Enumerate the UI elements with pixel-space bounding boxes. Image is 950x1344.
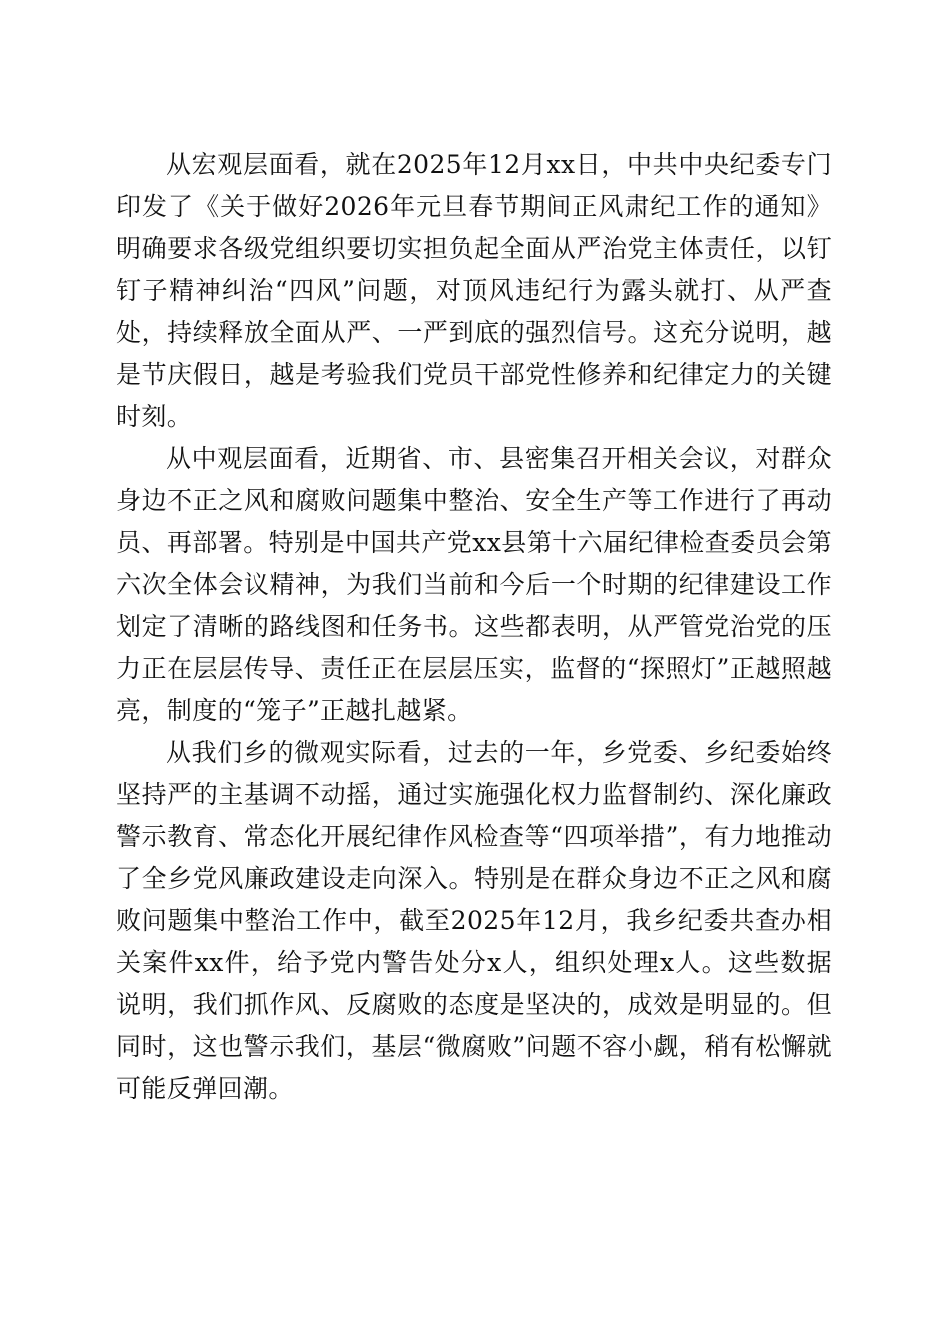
- document-body: [116, 144, 832, 1110]
- paragraph-macro-level: 从宏观层面看，就在2025年12月xx日，中共中央纪委专门印发了《关于做好2026年元旦春节期间正风肃纪工作的通知》明确要求各级党组织要切实担负起全面从严治党主体责任，以钉钉子精神纠治“四风”问题，对顶风违纪行为露头就打、从严查处，持续释放全面从严、一严到底的强烈信号。这充分说明，越是节庆假日，越是考验我们党员干部党性修养和纪律定力的关键时刻。: [116, 150, 832, 431]
- paragraph-meso-level: 从中观层面看，近期省、市、县密集召开相关会议，对群众身边不正之风和腐败问题集中整治、安全生产等工作进行了再动员、再部署。特别是中国共产党xx县第十六届纪律检查委员会第六次全体会议精神，为我们当前和今后一个时期的纪律建设工作划定了清晰的路线图和任务书。这些都表明，从严管党治党的压力正在层层传导、责任正在层层压实，监督的“探照灯”正越照越亮，制度的“笼子”正越扎越紧。: [116, 444, 832, 725]
- paragraph-micro-level: 从我们乡的微观实际看，过去的一年，乡党委、乡纪委始终坚持严的主基调不动摇，通过实施强化权力监督制约、深化廉政警示教育、常态化开展纪律作风检查等“四项举措”，有力地推动了全乡党风廉政建设走向深入。特别是在群众身边不正之风和腐败问题集中整治工作中，截至2025年12月，我乡纪委共查办相关案件xx件，给予党内警告处分x人，组织处理x人。这些数据说明，我们抓作风、反腐败的态度是坚决的，成效是明显的。但同时，这也警示我们，基层“微腐败”问题不容小觑，稍有松懈就可能反弹回潮。: [116, 738, 832, 1103]
